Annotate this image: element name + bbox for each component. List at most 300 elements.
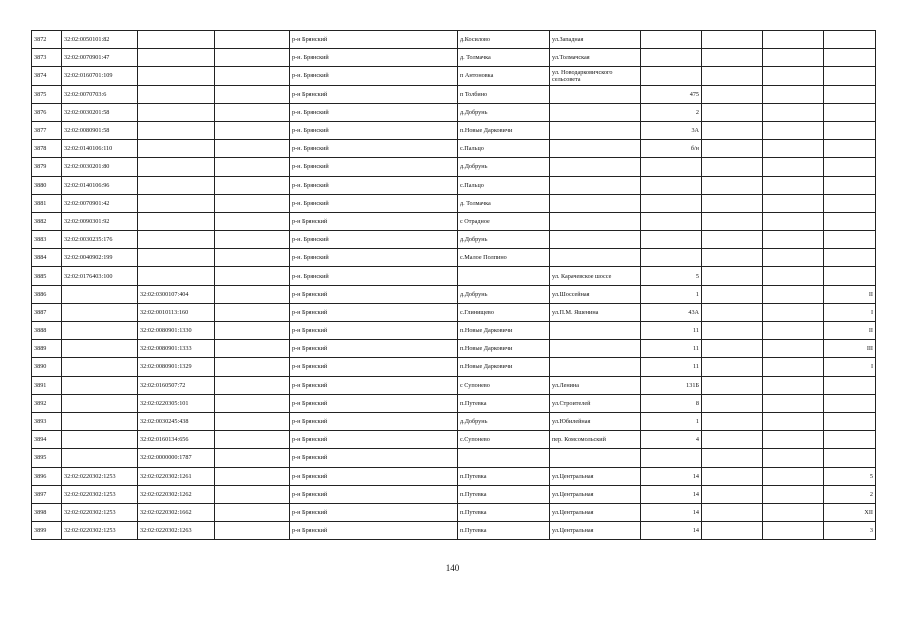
extra-cell-cell [702, 267, 763, 285]
district-cell: р-н. Брянский [290, 121, 458, 139]
extra-cell-cell [215, 194, 290, 212]
land-cadastral-number-cell: 32:02:0220302:1253 [62, 485, 138, 503]
street-cell [550, 158, 641, 176]
building-cadastral-number-cell: 32:02:0220302:1261 [138, 467, 215, 485]
district-cell: р-н Брянский [290, 212, 458, 230]
extra-cell-cell [763, 431, 824, 449]
extra-cell-cell [763, 49, 824, 67]
extra-cell-cell [702, 249, 763, 267]
extra-cell-cell [763, 212, 824, 230]
house-number-cell [641, 194, 702, 212]
extra-cell-cell [763, 303, 824, 321]
land-cadastral-number-cell [62, 322, 138, 340]
street-cell: ул.Центральная [550, 522, 641, 540]
premises-number-cell: 5 [824, 467, 876, 485]
row-number-cell: 3878 [32, 140, 62, 158]
extra-cell-cell [215, 267, 290, 285]
district-cell: р-н Брянский [290, 358, 458, 376]
house-number-cell [641, 49, 702, 67]
extra-cell-cell [215, 340, 290, 358]
extra-cell-cell [702, 85, 763, 103]
house-number-cell: 43А [641, 303, 702, 321]
building-cadastral-number-cell: 32:02:0030245:438 [138, 412, 215, 430]
extra-cell-cell [702, 231, 763, 249]
row-number-cell: 3883 [32, 231, 62, 249]
house-number-cell: 4 [641, 431, 702, 449]
building-cadastral-number-cell: 32:02:0300107:404 [138, 285, 215, 303]
street-cell: ул.Центральная [550, 467, 641, 485]
extra-cell-cell [702, 31, 763, 49]
extra-cell-cell [215, 485, 290, 503]
row-number-cell: 3872 [32, 31, 62, 49]
land-cadastral-number-cell: 32:02:0070901:42 [62, 194, 138, 212]
premises-number-cell: 2 [824, 485, 876, 503]
premises-number-cell: II [824, 322, 876, 340]
building-cadastral-number-cell [138, 176, 215, 194]
land-cadastral-number-cell: 32:02:0070901:47 [62, 49, 138, 67]
locality-cell: п.Путевка [458, 485, 550, 503]
locality-cell: п.Новые Дарковичи [458, 322, 550, 340]
extra-cell-cell [702, 394, 763, 412]
premises-number-cell [824, 267, 876, 285]
table-row [32, 431, 876, 449]
extra-cell-cell [763, 522, 824, 540]
building-cadastral-number-cell: 32:02:0160134:656 [138, 431, 215, 449]
premises-number-cell [824, 249, 876, 267]
row-number-cell: 3898 [32, 503, 62, 521]
extra-cell-cell [215, 394, 290, 412]
premises-number-cell [824, 85, 876, 103]
locality-cell: д.Добрунь [458, 231, 550, 249]
extra-cell-cell [702, 49, 763, 67]
table-row [32, 412, 876, 430]
premises-number-cell [824, 376, 876, 394]
land-cadastral-number-cell: 32:02:0050101:82 [62, 31, 138, 49]
extra-cell-cell [702, 503, 763, 521]
row-number-cell: 3881 [32, 194, 62, 212]
district-cell: р-н Брянский [290, 303, 458, 321]
locality-cell: п.Путевка [458, 522, 550, 540]
building-cadastral-number-cell: 32:02:0220302:1662 [138, 503, 215, 521]
house-number-cell [641, 212, 702, 230]
land-cadastral-number-cell [62, 394, 138, 412]
district-cell: р-н Брянский [290, 431, 458, 449]
row-number-cell: 3876 [32, 103, 62, 121]
house-number-cell: 11 [641, 340, 702, 358]
district-cell: р-н Брянский [290, 485, 458, 503]
house-number-cell [641, 31, 702, 49]
street-cell [550, 249, 641, 267]
table-row [32, 285, 876, 303]
extra-cell-cell [702, 340, 763, 358]
locality-cell [458, 449, 550, 467]
registry-table [31, 30, 876, 540]
extra-cell-cell [215, 212, 290, 230]
premises-number-cell [824, 140, 876, 158]
table-row [32, 449, 876, 467]
district-cell: р-н Брянский [290, 449, 458, 467]
locality-cell: п Толбино [458, 85, 550, 103]
row-number-cell: 3885 [32, 267, 62, 285]
land-cadastral-number-cell: 32:02:0140106:96 [62, 176, 138, 194]
extra-cell-cell [763, 194, 824, 212]
street-cell [550, 103, 641, 121]
district-cell: р-н Брянский [290, 522, 458, 540]
land-cadastral-number-cell: 32:02:0030201:58 [62, 103, 138, 121]
extra-cell-cell [763, 249, 824, 267]
district-cell: р-н Брянский [290, 467, 458, 485]
extra-cell-cell [702, 158, 763, 176]
house-number-cell: 14 [641, 503, 702, 521]
extra-cell-cell [215, 249, 290, 267]
extra-cell-cell [215, 522, 290, 540]
district-cell: р-н. Брянский [290, 158, 458, 176]
extra-cell-cell [763, 121, 824, 139]
house-number-cell [641, 231, 702, 249]
row-number-cell: 3896 [32, 467, 62, 485]
table-row [32, 267, 876, 285]
house-number-cell [641, 176, 702, 194]
locality-cell: п.Новые Дарковичи [458, 358, 550, 376]
extra-cell-cell [763, 340, 824, 358]
land-cadastral-number-cell: 32:02:0030201:80 [62, 158, 138, 176]
house-number-cell [641, 249, 702, 267]
extra-cell-cell [702, 67, 763, 85]
table-row [32, 503, 876, 521]
row-number-cell: 3886 [32, 285, 62, 303]
premises-number-cell [824, 449, 876, 467]
extra-cell-cell [702, 194, 763, 212]
locality-cell [458, 267, 550, 285]
house-number-cell: 475 [641, 85, 702, 103]
page-number: 140 [445, 563, 460, 573]
extra-cell-cell [763, 358, 824, 376]
table-row [32, 212, 876, 230]
land-cadastral-number-cell: 32:02:0140106:110 [62, 140, 138, 158]
extra-cell-cell [702, 412, 763, 430]
table-row [32, 322, 876, 340]
table-row [32, 176, 876, 194]
land-cadastral-number-cell [62, 285, 138, 303]
street-cell: ул.Западная [550, 31, 641, 49]
street-cell: ул.Центральная [550, 485, 641, 503]
locality-cell: с.Пальцо [458, 140, 550, 158]
premises-number-cell: I [824, 303, 876, 321]
building-cadastral-number-cell [138, 194, 215, 212]
locality-cell: п.Новые Дарковичи [458, 340, 550, 358]
locality-cell: п.Путевка [458, 394, 550, 412]
district-cell: р-н Брянский [290, 285, 458, 303]
building-cadastral-number-cell: 32:02:0000000:1787 [138, 449, 215, 467]
building-cadastral-number-cell [138, 85, 215, 103]
extra-cell-cell [763, 176, 824, 194]
extra-cell-cell [215, 412, 290, 430]
locality-cell: д. Толмачка [458, 194, 550, 212]
locality-cell: п Антоновка [458, 67, 550, 85]
street-cell: ул.Ленина [550, 376, 641, 394]
land-cadastral-number-cell [62, 303, 138, 321]
building-cadastral-number-cell: 32:02:0220305:101 [138, 394, 215, 412]
district-cell: р-н. Брянский [290, 194, 458, 212]
locality-cell: д. Толмачка [458, 49, 550, 67]
locality-cell: с.Глинищево [458, 303, 550, 321]
registry-table-body [32, 31, 876, 540]
house-number-cell: 14 [641, 522, 702, 540]
extra-cell-cell [763, 140, 824, 158]
extra-cell-cell [702, 376, 763, 394]
extra-cell-cell [763, 85, 824, 103]
locality-cell: с Супонево [458, 376, 550, 394]
land-cadastral-number-cell [62, 358, 138, 376]
extra-cell-cell [215, 376, 290, 394]
premises-number-cell [824, 231, 876, 249]
locality-cell: д.Косилово [458, 31, 550, 49]
row-number-cell: 3873 [32, 49, 62, 67]
building-cadastral-number-cell [138, 249, 215, 267]
locality-cell: д.Добрунь [458, 158, 550, 176]
street-cell: ул.П.М. Яшенина [550, 303, 641, 321]
table-row [32, 467, 876, 485]
street-cell [550, 358, 641, 376]
house-number-cell [641, 67, 702, 85]
extra-cell-cell [763, 322, 824, 340]
extra-cell-cell [702, 449, 763, 467]
house-number-cell: 11 [641, 322, 702, 340]
row-number-cell: 3897 [32, 485, 62, 503]
street-cell [550, 140, 641, 158]
locality-cell: с.Пальцо [458, 176, 550, 194]
extra-cell-cell [763, 394, 824, 412]
street-cell [550, 194, 641, 212]
premises-number-cell [824, 121, 876, 139]
extra-cell-cell [763, 412, 824, 430]
land-cadastral-number-cell: 32:02:0160701:109 [62, 67, 138, 85]
street-cell: ул.Строителей [550, 394, 641, 412]
street-cell [550, 322, 641, 340]
premises-number-cell [824, 394, 876, 412]
row-number-cell: 3895 [32, 449, 62, 467]
extra-cell-cell [763, 67, 824, 85]
building-cadastral-number-cell [138, 231, 215, 249]
land-cadastral-number-cell: 32:02:0070703:6 [62, 85, 138, 103]
building-cadastral-number-cell [138, 49, 215, 67]
table-row [32, 67, 876, 85]
land-cadastral-number-cell [62, 340, 138, 358]
row-number-cell: 3884 [32, 249, 62, 267]
extra-cell-cell [215, 449, 290, 467]
street-cell [550, 121, 641, 139]
land-cadastral-number-cell: 32:02:0080901:58 [62, 121, 138, 139]
premises-number-cell [824, 194, 876, 212]
extra-cell-cell [702, 140, 763, 158]
land-cadastral-number-cell: 32:02:0220302:1253 [62, 503, 138, 521]
house-number-cell: 8 [641, 394, 702, 412]
row-number-cell: 3893 [32, 412, 62, 430]
extra-cell-cell [702, 303, 763, 321]
house-number-cell: 14 [641, 485, 702, 503]
building-cadastral-number-cell [138, 103, 215, 121]
row-number-cell: 3874 [32, 67, 62, 85]
street-cell: пер. Комсомольский [550, 431, 641, 449]
street-cell [550, 85, 641, 103]
premises-number-cell [824, 212, 876, 230]
district-cell: р-н. Брянский [290, 231, 458, 249]
table-row [32, 249, 876, 267]
table-row [32, 340, 876, 358]
extra-cell-cell [215, 67, 290, 85]
extra-cell-cell [215, 176, 290, 194]
row-number-cell: 3880 [32, 176, 62, 194]
land-cadastral-number-cell: 32:02:0220302:1253 [62, 467, 138, 485]
street-cell: ул.Шоссейная [550, 285, 641, 303]
extra-cell-cell [702, 285, 763, 303]
house-number-cell: 5 [641, 267, 702, 285]
premises-number-cell: II [824, 285, 876, 303]
premises-number-cell: I [824, 358, 876, 376]
extra-cell-cell [763, 31, 824, 49]
table-row [32, 376, 876, 394]
extra-cell-cell [702, 522, 763, 540]
premises-number-cell: 3 [824, 522, 876, 540]
extra-cell-cell [215, 358, 290, 376]
table-row [32, 31, 876, 49]
extra-cell-cell [215, 85, 290, 103]
row-number-cell: 3891 [32, 376, 62, 394]
table-row [32, 49, 876, 67]
locality-cell: с Отрадное [458, 212, 550, 230]
building-cadastral-number-cell [138, 121, 215, 139]
table-row [32, 394, 876, 412]
land-cadastral-number-cell [62, 376, 138, 394]
building-cadastral-number-cell: 32:02:0010113:160 [138, 303, 215, 321]
table-row [32, 231, 876, 249]
district-cell: р-н Брянский [290, 503, 458, 521]
extra-cell-cell [763, 485, 824, 503]
house-number-cell: 1 [641, 285, 702, 303]
building-cadastral-number-cell: 32:02:0220302:1262 [138, 485, 215, 503]
street-cell: ул.Центральная [550, 503, 641, 521]
locality-cell: с.Супонево [458, 431, 550, 449]
district-cell: р-н Брянский [290, 31, 458, 49]
premises-number-cell [824, 158, 876, 176]
building-cadastral-number-cell: 32:02:0080901:1333 [138, 340, 215, 358]
house-number-cell: 131Б [641, 376, 702, 394]
premises-number-cell [824, 67, 876, 85]
street-cell: ул. Карачевское шоссе [550, 267, 641, 285]
row-number-cell: 3882 [32, 212, 62, 230]
district-cell: р-н. Брянский [290, 140, 458, 158]
building-cadastral-number-cell [138, 212, 215, 230]
row-number-cell: 3890 [32, 358, 62, 376]
row-number-cell: 3894 [32, 431, 62, 449]
building-cadastral-number-cell: 32:02:0160507:72 [138, 376, 215, 394]
table-row [32, 140, 876, 158]
row-number-cell: 3899 [32, 522, 62, 540]
extra-cell-cell [702, 212, 763, 230]
building-cadastral-number-cell [138, 267, 215, 285]
table-row [32, 85, 876, 103]
street-cell [550, 449, 641, 467]
street-cell [550, 231, 641, 249]
extra-cell-cell [215, 431, 290, 449]
table-row [32, 158, 876, 176]
extra-cell-cell [702, 431, 763, 449]
locality-cell: д.Добрунь [458, 285, 550, 303]
building-cadastral-number-cell [138, 67, 215, 85]
house-number-cell: 1 [641, 412, 702, 430]
extra-cell-cell [215, 31, 290, 49]
table-row [32, 358, 876, 376]
table-row [32, 103, 876, 121]
street-cell [550, 176, 641, 194]
locality-cell: п.Путевка [458, 503, 550, 521]
row-number-cell: 3887 [32, 303, 62, 321]
street-cell: ул. Новодарковичского сельсовета [550, 67, 641, 85]
row-number-cell: 3877 [32, 121, 62, 139]
premises-number-cell [824, 31, 876, 49]
extra-cell-cell [215, 503, 290, 521]
table-row [32, 485, 876, 503]
street-cell [550, 340, 641, 358]
premises-number-cell [824, 103, 876, 121]
house-number-cell: 2 [641, 103, 702, 121]
land-cadastral-number-cell: 32:02:0040902:199 [62, 249, 138, 267]
district-cell: р-н Брянский [290, 412, 458, 430]
house-number-cell: б/н [641, 140, 702, 158]
house-number-cell [641, 158, 702, 176]
extra-cell-cell [763, 158, 824, 176]
premises-number-cell [824, 176, 876, 194]
extra-cell-cell [763, 267, 824, 285]
extra-cell-cell [215, 49, 290, 67]
row-number-cell: 3888 [32, 322, 62, 340]
extra-cell-cell [215, 303, 290, 321]
land-cadastral-number-cell [62, 412, 138, 430]
extra-cell-cell [215, 231, 290, 249]
extra-cell-cell [702, 322, 763, 340]
house-number-cell [641, 449, 702, 467]
land-cadastral-number-cell [62, 431, 138, 449]
district-cell: р-н Брянский [290, 376, 458, 394]
extra-cell-cell [215, 103, 290, 121]
building-cadastral-number-cell: 32:02:0080901:1330 [138, 322, 215, 340]
extra-cell-cell [215, 158, 290, 176]
extra-cell-cell [702, 467, 763, 485]
street-cell [550, 212, 641, 230]
extra-cell-cell [702, 121, 763, 139]
premises-number-cell [824, 431, 876, 449]
district-cell: р-н Брянский [290, 85, 458, 103]
building-cadastral-number-cell [138, 31, 215, 49]
locality-cell: д.Добрунь [458, 412, 550, 430]
street-cell: ул.Толмачская [550, 49, 641, 67]
table-row [32, 121, 876, 139]
locality-cell: д.Добрунь [458, 103, 550, 121]
extra-cell-cell [763, 231, 824, 249]
table-row [32, 194, 876, 212]
locality-cell: п.Путевка [458, 467, 550, 485]
extra-cell-cell [702, 176, 763, 194]
row-number-cell: 3892 [32, 394, 62, 412]
building-cadastral-number-cell: 32:02:0220302:1263 [138, 522, 215, 540]
building-cadastral-number-cell: 32:02:0080901:1329 [138, 358, 215, 376]
extra-cell-cell [215, 285, 290, 303]
extra-cell-cell [702, 103, 763, 121]
locality-cell: с.Малое Полпино [458, 249, 550, 267]
table-row [32, 303, 876, 321]
building-cadastral-number-cell [138, 158, 215, 176]
district-cell: р-н Брянский [290, 394, 458, 412]
